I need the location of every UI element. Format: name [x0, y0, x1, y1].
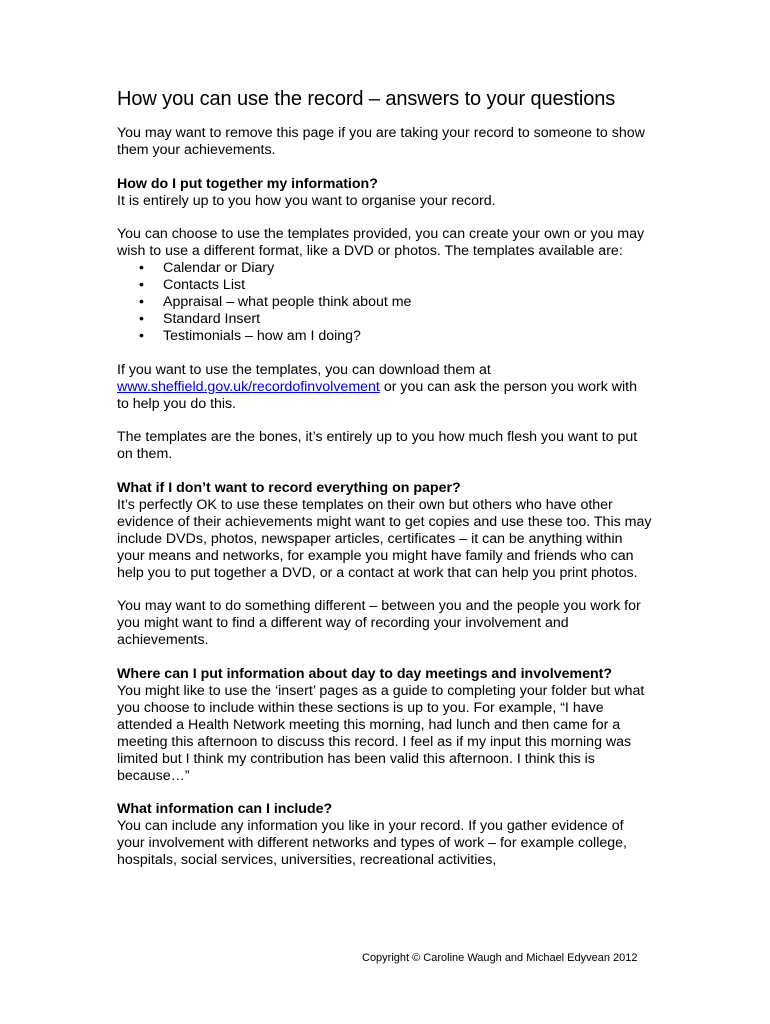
- templates-list: [117, 260, 652, 345]
- document-page: [117, 86, 652, 886]
- something-different-paragraph: You may want to do something different – between you and the people you work for you might want to find a different way of recording your involvement and achievements.: [117, 598, 641, 648]
- download-paragraph: If you want to use the templates, you can download them at www.sheffield.gov.uk/recordofinvolvement or you can ask the person you work with to help you do this.: [117, 361, 637, 412]
- intro-paragraph: You may want to remove this page if you are taking your record to someone to show them your achievements.: [117, 125, 645, 158]
- answer-text: You can include any information you like in your record. If you gather evidence of your involvement with different networks and types of work – for example college, hospitals, social services, universities, recreational activities,: [117, 818, 627, 868]
- answer-text: You might like to use the ‘insert’ pages as a guide to completing your folder but what you choose to include within these sections is up to you. For example, “I have attended a Health Network meeting this morning, had lunch and then came for a meeting this afternoon to discuss this record. I feel as if my input this morning was limited but I think my contribution has been valid this afternoon. I think this is because…”: [117, 682, 645, 784]
- section-what-to-include: [117, 801, 652, 869]
- page-title: How you can use the record – answers to your questions: [117, 88, 616, 110]
- list-item: • Contacts List: [139, 277, 246, 293]
- section-put-together: [117, 176, 652, 210]
- bullet-icon: •: [139, 311, 144, 327]
- list-item: • Testimonials – how am I doing?: [139, 328, 361, 344]
- bullet-icon: •: [139, 328, 144, 344]
- question-heading: How do I put together my information?: [117, 175, 378, 192]
- section-meetings: [117, 666, 652, 785]
- answer-text: It’s perfectly OK to use these templates on their own but others who have other evidence of their achievements might want to get copies and use these too. This may include DVDs, photos, newspaper articles, certificates – it can be anything within your means and networks, for example you might have family and friends who can help you to put together a DVD, or a contact at work that can help you print photos.: [117, 496, 652, 581]
- templates-paragraph: You can choose to use the templates provided, you can create your own or you may wish to use a different format, like a DVD or photos. The templates available are:: [117, 226, 645, 259]
- list-item: • Standard Insert: [139, 311, 261, 327]
- question-heading: Where can I put information about day to day meetings and involvement?: [117, 665, 613, 682]
- bullet-icon: •: [139, 277, 144, 293]
- list-item: • Calendar or Diary: [139, 260, 275, 276]
- section-not-on-paper: [117, 480, 652, 582]
- answer-text: It is entirely up to you how you want to organise your record.: [117, 192, 496, 209]
- bullet-icon: •: [139, 294, 144, 310]
- bullet-icon: •: [139, 260, 144, 276]
- question-heading: What information can I include?: [117, 801, 333, 817]
- copyright-footer: Copyright © Caroline Waugh and Michael Edyvean 2012: [362, 952, 638, 964]
- list-item: • Appraisal – what people think about me: [139, 294, 412, 310]
- question-heading: What if I don’t want to record everything on paper?: [117, 479, 461, 496]
- templates-download-link[interactable]: www.sheffield.gov.uk/recordofinvolvement: [117, 378, 380, 395]
- bones-paragraph: The templates are the bones, it’s entirely up to you how much flesh you want to put on them.: [117, 429, 638, 462]
